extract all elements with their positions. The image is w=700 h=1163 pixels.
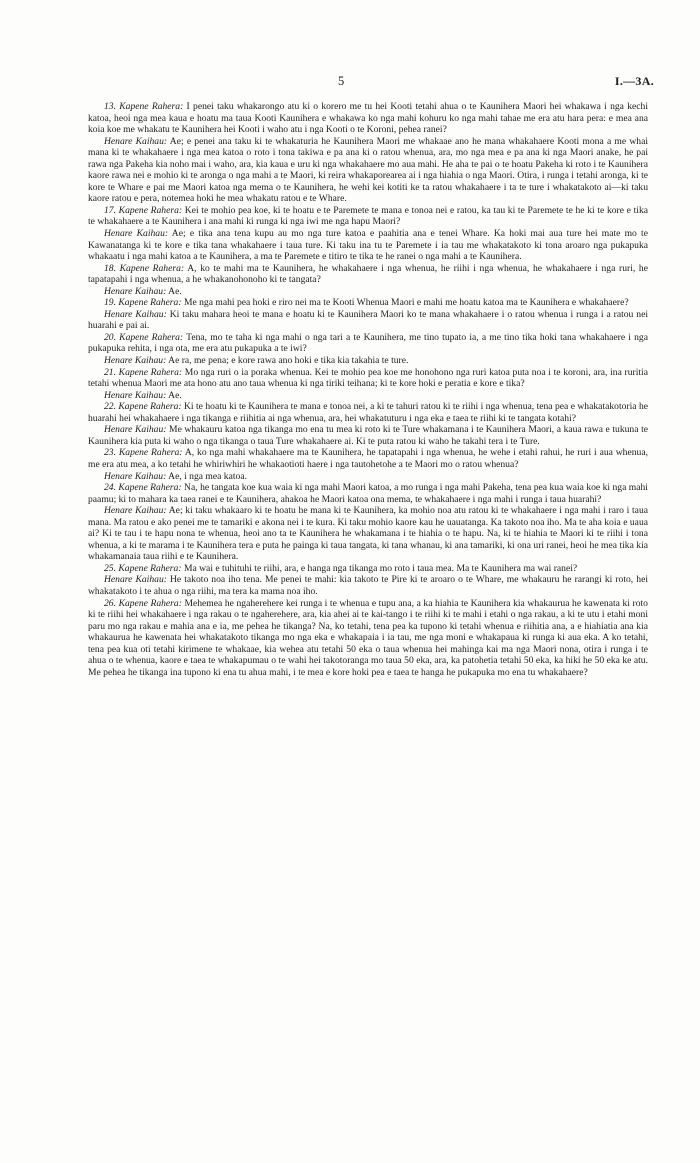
paragraph-text: Ae. xyxy=(166,389,182,401)
paragraph-text: Kei te mohio pea koe, ki te hoatu e te Paremete te mana e tonoa nei e ratou, ka tau ki te Paremete te he ki te kore e tika te whakahaere a te Kaunihera i ana mahi ki runga ki nga iwi me nga hapu Maori? xyxy=(88,204,648,228)
speaker-label: 23. Kapene Rahera: xyxy=(104,447,183,459)
paragraph xyxy=(88,286,648,298)
speaker-label: 18. Kapene Rahera: xyxy=(104,262,185,274)
speaker-label: Henare Kaihau: xyxy=(104,308,167,320)
paragraph xyxy=(88,482,648,505)
speaker-label: Henare Kaihau: xyxy=(104,505,167,517)
speaker-label: Henare Kaihau: xyxy=(104,470,167,482)
paragraph-text: He takoto noa iho tena. Me penei te mahi: kia takoto te Pire ki te aroaro o te Whare, me whakauru he rarangi ki roto, hei whakatakoto i te ahua o nga riihi, ma tera ka mama noa iho. xyxy=(88,574,649,597)
paragraph-text: Ae, i nga mea katoa. xyxy=(166,470,247,482)
speaker-label: Henare Kaihau: xyxy=(104,285,167,297)
paragraph xyxy=(88,297,648,309)
paragraph-text: Ki te hoatu ki te Kaunihera te mana e tonoa nei, a ki te tahuri ratou ki te riihi i nga whenua, tena pea e whakatakotoria he huarahi hei whakahaere i nga tikanga e riihitia ai nga whenua, ara, hei whakatuturu i nga eka e taea te riihi ki te tangata kotahi? xyxy=(88,401,648,424)
paragraph-text: A, ko nga mahi whakahaere ma te Kaunihera, he tapatapahi i nga whenua, he wehe i etahi rahui, he ruri i aua whenua, me era atu mea, a ko tetahi he whiriwhiri he whakaotioti haere i nga tautohetohe a te Maori mo o ratou whenua? xyxy=(88,447,648,470)
paragraph xyxy=(88,574,648,597)
speaker-label: Henare Kaihau: xyxy=(104,135,168,147)
paragraph-text: Ae. xyxy=(166,285,182,297)
speaker-label: 20. Kapene Rahera: xyxy=(104,331,184,343)
speaker-label: 26. Kapene Rahera: xyxy=(104,597,182,609)
paragraph-text: Ae ra, me pena; e kore rawa ano hoki e tika kia takahia te ture. xyxy=(166,355,409,367)
paragraph-text: Ae; e penei ana taku ki te whakaturia he Kaunihera Maori me whakaae ano he mana whakahaere Kooti mona a me whai mana ki te whakahaere i nga mea katoa o roto i tona takiwa e pa ana ki o ratou whenua, ara, mo nga mea e pa ana ki nga Maori anake, he pai rawa nga Pakeha kia noho mai i waho, ara, kia kaua e uru ki nga whakahaere mo aua mahi. He aha te pai o te hoatu Pakeha ki roto i te Kaunihera kaore rawa nei e mohio ki te aronga o nga mahi a te Maori, ki reira whakaporearea ai i nga hiahia o nga Maori. Otira, i runga i tetahi aronga, ki te kore te Whare e pai me Maori katoa nga mema o te Kaunihera, he wehi kei kotiti ke ta ratou whakahaere i ta te ture i whakatakoto ai—ki taku kaore ratou e pera, notemea hoki he mea whakatu ratou e te Whare. xyxy=(88,135,648,205)
speaker-label: Henare Kaihau: xyxy=(104,424,167,436)
paragraph-text: Tena, mo te taha ki nga mahi o nga tari a te Kaunihera, me tino tupato ia, a me tino tika hoki tana whakahaere i nga pukapuka rehita, i nga ota, me era atu pukapuka a te iwi? xyxy=(88,331,648,355)
speaker-label: 24. Kapene Rahera: xyxy=(104,482,182,494)
paragraph-text: Ae; e tika ana tena kupu au mo nga ture katoa e paahitia ana e tenei Whare. Ka hoki mai aua ture hei mate mo te Kawanatanga ki te kore e tika tana whakahaere i taua ture. Ki taku ina tu te Paremete i ia tau me whakatakoto ki tona aroaro nga pukapuka whakaatu i nga mahi katoa a te Kaunihera, a ma te Paremete e titiro te tika te he ranei o nga mahi a te Kaunihera. xyxy=(88,228,648,263)
paragraph-text: Ae; ki taku whakaaro ki te hoatu he mana ki te Kaunihera, ka mohio noa atu ratou ki te whakahaere i nga mahi i raro i taua mana. Ma ratou e ako penei me te tamariki e akona nei i te kura. Ki taku mohio kaore kau he uauatanga. Ka takoto noa iho. Ma te aha koia e uaua ai? Ki te tau i te hapu nona te whenua, heoi ano ta te Kaunihera he whakamana i te hiahia o te hapu. Na, ki te hiahia te Maori ki te riihi i tona whenua, a ki te marama i te Kaunihera tera e puta he painga ki taua tangata, ki tana whanau, ki ana tamariki, ki ona uri ranei, heoi he mea tika kia whakamanaia taua riihi e te Kaunihera. xyxy=(88,505,648,563)
paragraph xyxy=(88,401,648,424)
paragraph-text: Ki taku mahara heoi te mana e hoatu ki te Kaunihera Maori ko te mana whakahaere i o ratou whenua i runga i a ratou nei huarahi e pai ai. xyxy=(88,308,649,332)
document-reference: I.—3A. xyxy=(614,74,654,88)
speaker-label: 21. Kapene Rahera: xyxy=(104,366,183,378)
paragraph-text: Mehemea he ngaherehere kei runga i te whenua e tupu ana, a ka hiahia te Kaunihera kia whakaurua he kawenata ki roto ki te riihi hei whakahaere i nga rakau o te ngaherehere, ara, kia ahei ai te kai-tango i te riihi ki te mahi i etahi o nga rakau, a ki te utu i etahi moni paru mo nga rakau e mahia ana e ia, me pehea he tikanga? Na, ko tetahi, tena pea ka tupono ki tetahi whenua e riihitia ana, a e hiahiatia ana kia whakaurua he kawenata hei whakatakoto tikanga mo nga eka e whakapaia i ia tau, me nga moni e whakapaua ki runga ki aua eka. A ko tetahi, tena pea kua oti tetahi kirimene te whakaae, kia wehea atu tetahi 50 eka o taua whenua hei mahinga kai ma nga Maori nona, otira i runga i te ahua o te whenua, kaore e taea te whakapumau o te wahi hei takotoranga mo taua 50 eka, ara, ka patohetia tetahi 50 eka, ka hiki he 50 eka ke atu. Me pehea he tikanga ina tupono ki ena tu ahua mahi, i te mea e kore hoki pea e taea te hanga he pukapuka mo ena tu whakahaere? xyxy=(88,597,648,678)
paragraph xyxy=(88,471,648,483)
paragraph xyxy=(88,447,648,470)
speaker-label: 13. Kapene Rahera: xyxy=(104,101,184,112)
paragraph xyxy=(88,263,648,286)
paragraph-text: A, ko te mahi ma te Kaunihera, he whakahaere i nga whenua, he riihi i nga whenua, he whakahaere i nga ruri, he tapatapahi i nga whenua, a he whakanohonoho ki te tangata? xyxy=(88,262,648,286)
paragraph-text: Na, he tangata koe kua waia ki nga mahi Maori katoa, a mo runga i nga mahi Pakeha, tena pea kua waia koe ki nga mahi paamu; ki to mahara ka taea ranei e te Kaunihera, ahakoa he Maori katoa ona mema, te whakahaere i nga mahi i runga i taua huarahi? xyxy=(88,482,648,505)
paragraph-text: Me nga mahi pea hoki e riro nei ma te Kooti Whenua Maori e mahi me hoatu katoa ma te Kaunihera e whakahaere? xyxy=(181,297,629,309)
paragraph-text: Ma wai e tuhituhi te riihi, ara, e hanga nga tikanga mo roto i taua mea. Ma te Kaunihera ma wai ranei? xyxy=(181,562,578,574)
paragraph xyxy=(88,228,648,263)
paragraph xyxy=(88,598,648,679)
paragraph-text: Me whakauru katoa nga tikanga mo ena tu mea ki roto ki te Ture whakamana i te Kaunihera Maori, a kaua rawa e tukuna te Kaunihera kia puta ki waho o nga tikanga o taua Ture whakahaere ai. Ki te puta ratou ki waho he takahi tera i te Ture. xyxy=(88,424,648,447)
speaker-label: Henare Kaihau: xyxy=(104,228,169,240)
paragraph xyxy=(88,309,648,332)
paragraph-text: I penei taku whakarongo atu ki o korero me tu hei Kooti tetahi ahua o te Kaunihera Maori hei whakawa i nga kechi katoa, heoi nga mea kaua e hoatu ma taua Kooti Kaunihera e whakawa ko nga mahi kohuru ko nga mahi tahae me era atu hara pera: e mea ana koia koe me whakatu te Kaunihera hei Kooti i waho atu i nga Kooti o te Koroni, pehea ranei? xyxy=(88,101,648,136)
speaker-label: Henare Kaihau: xyxy=(104,389,167,401)
speaker-label: Henare Kaihau: xyxy=(104,574,167,586)
paragraph xyxy=(88,355,648,367)
speaker-label: 19. Kapene Rahera: xyxy=(104,297,182,309)
paragraph xyxy=(88,424,648,447)
page-number: 5 xyxy=(338,74,345,88)
paragraph xyxy=(88,332,648,355)
paragraph xyxy=(88,205,648,228)
paragraph xyxy=(88,136,648,205)
speaker-label: 22. Kapene Rahera: xyxy=(104,401,182,413)
paragraph xyxy=(88,390,648,402)
document-body xyxy=(88,101,648,678)
page-header xyxy=(0,74,700,90)
paragraph xyxy=(88,563,648,575)
speaker-label: Henare Kaihau: xyxy=(104,355,167,367)
paragraph-text: Mo nga ruri o ia poraka whenua. Kei te mohio pea koe me honohono nga ruri katoa puta noa i te koroni, ara, ina ruritia tetahi whenua Maori me ata hono atu ano taua whenua ki nga tiriki teihana; ki te kore hoki e peratia e kore e tika? xyxy=(88,366,648,390)
paragraph xyxy=(88,101,648,136)
paragraph xyxy=(88,505,648,563)
speaker-label: 17. Kapene Rahera: xyxy=(104,204,183,216)
paragraph xyxy=(88,367,648,390)
speaker-label: 25. Kapene Rahera: xyxy=(104,562,182,574)
